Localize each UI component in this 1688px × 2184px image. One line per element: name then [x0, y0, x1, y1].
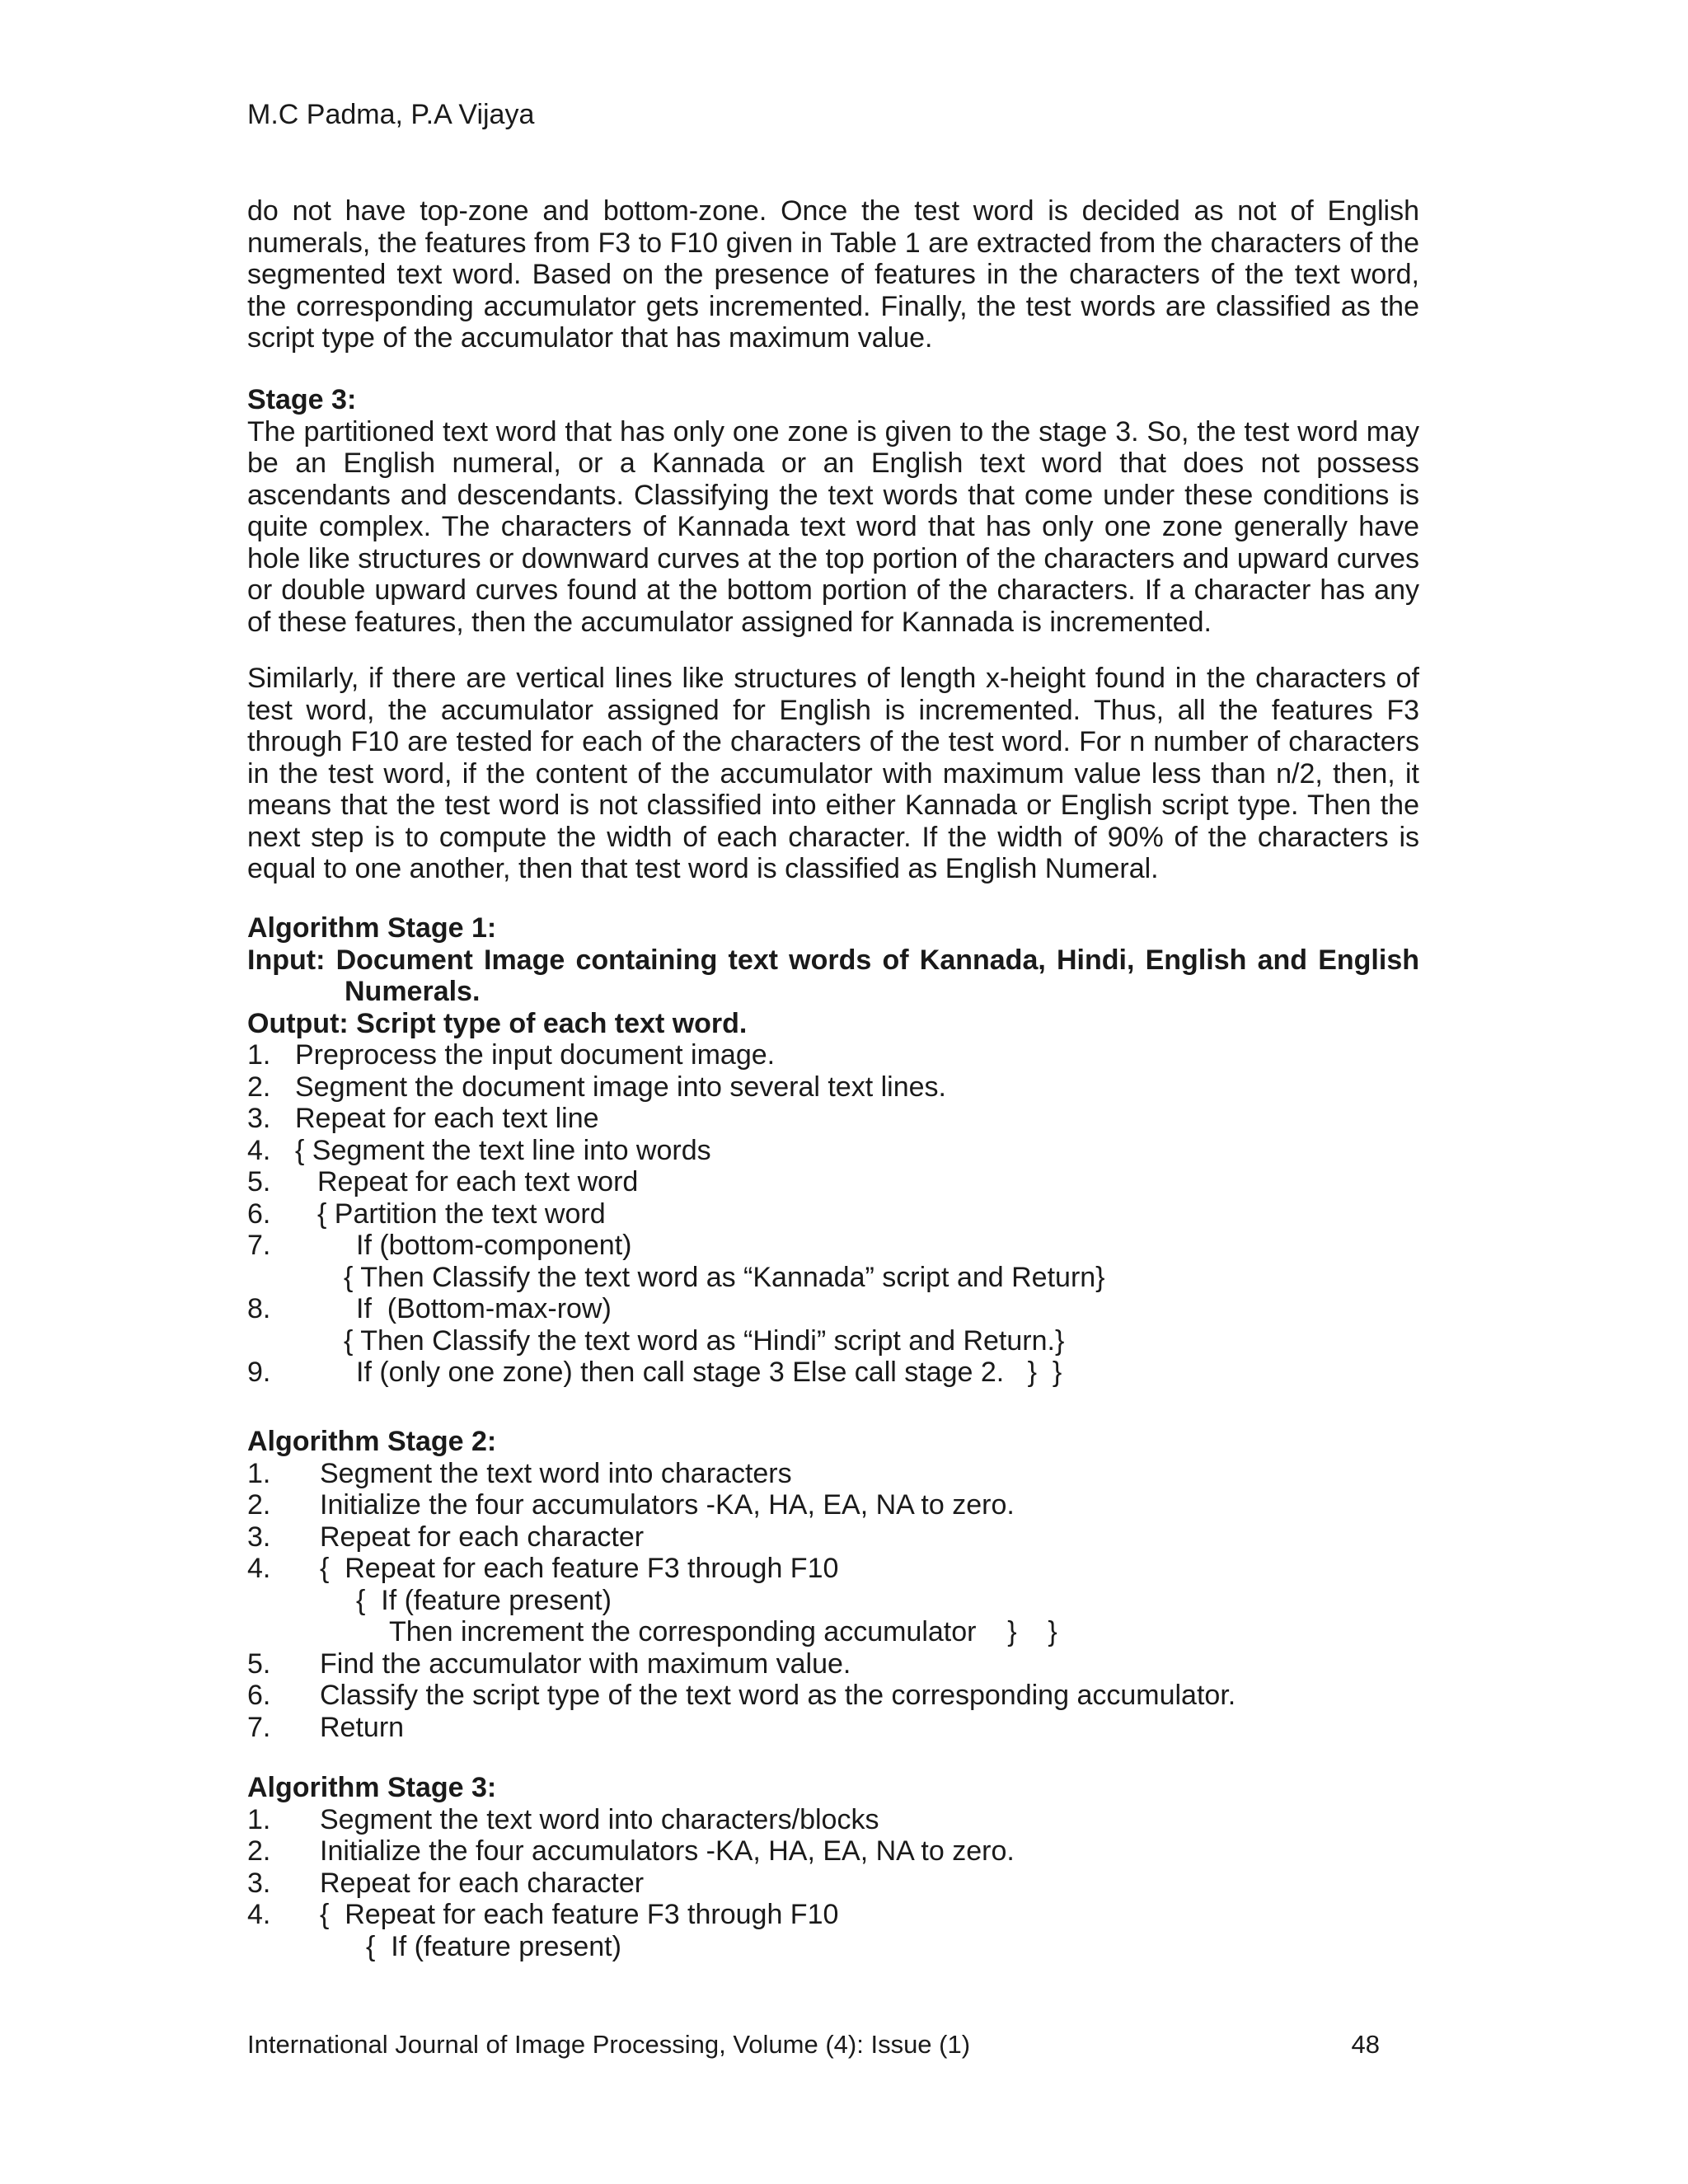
step-number: 4.: [247, 1899, 271, 1930]
algorithm-stage-3: [247, 1772, 1419, 1962]
step-number: 3.: [247, 1867, 271, 1899]
list-item: [247, 1616, 1419, 1648]
step-text: { If (feature present): [356, 1584, 612, 1616]
list-item: [247, 1899, 1419, 1931]
step-number: 4.: [247, 1134, 271, 1166]
step-number: 2.: [247, 1835, 271, 1867]
list-item: [247, 1585, 1419, 1617]
algorithm-stage-2-heading: Algorithm Stage 2:: [247, 1426, 497, 1457]
step-text: { If (feature present): [366, 1930, 621, 1962]
step-number: 7.: [247, 1711, 271, 1743]
step-text: Preprocess the input document image.: [295, 1039, 776, 1071]
step-number: 9.: [247, 1357, 271, 1388]
step-text: Segment the text word into characters: [320, 1457, 792, 1489]
step-number: 4.: [247, 1553, 271, 1584]
journal-citation: International Journal of Image Processing, Volume (4): Issue (1): [247, 2030, 971, 2059]
step-number: 2.: [247, 1489, 271, 1521]
step-text: Classify the script type of the text word as the corresponding accumulator.: [320, 1680, 1236, 1711]
step-text: Segment the text word into characters/blocks: [320, 1803, 879, 1835]
list-item: [247, 1931, 1419, 1963]
algorithm-stage-1: [247, 912, 1419, 1389]
stage-3-section: [247, 384, 1419, 638]
list-item: [247, 1804, 1419, 1836]
list-item: [247, 1868, 1419, 1900]
algorithm-input-continued: Numerals.: [345, 976, 481, 1007]
list-item: [247, 1521, 1419, 1554]
list-item: [247, 1648, 1419, 1680]
step-text: { Then Classify the text word as “Hindi” script and Return.}: [344, 1324, 1065, 1357]
step-text: Repeat for each character: [320, 1521, 645, 1553]
list-item: [247, 1712, 1419, 1744]
authors: M.C Padma, P.A Vijaya: [247, 99, 535, 130]
running-header: [247, 99, 534, 131]
step-text: Return: [320, 1711, 405, 1743]
list-item: [247, 1325, 1419, 1357]
list-item: [247, 1835, 1419, 1868]
step-text: { Segment the text line into words: [295, 1134, 711, 1166]
algo1-steps: [247, 1039, 1419, 1389]
step-number: 2.: [247, 1071, 271, 1103]
step-text: { Repeat for each feature F3 through F10: [320, 1553, 839, 1584]
step-number: 3.: [247, 1521, 271, 1553]
step-text: Segment the document image into several text lines.: [295, 1071, 946, 1103]
list-item: [247, 1489, 1419, 1521]
list-item: [247, 1553, 1419, 1585]
algo3-steps: [247, 1804, 1419, 1963]
list-item: [247, 1357, 1419, 1389]
step-text: { Partition the text word: [317, 1197, 606, 1230]
step-number: 7.: [247, 1230, 271, 1261]
step-number: 1.: [247, 1803, 271, 1835]
step-text: Repeat for each text line: [295, 1103, 599, 1134]
step-text: Then increment the corresponding accumulator } }: [389, 1616, 1057, 1647]
stage-3-heading: Stage 3:: [247, 384, 357, 415]
list-item: [247, 1293, 1419, 1325]
step-text: { Repeat for each feature F3 through F10: [320, 1899, 839, 1930]
step-number: 1.: [247, 1457, 271, 1489]
step-number: 6.: [247, 1680, 271, 1711]
step-text: If (Bottom-max-row): [356, 1293, 612, 1324]
list-item: [247, 1039, 1419, 1071]
list-item: [247, 1103, 1419, 1135]
step-text: If (bottom-component): [356, 1230, 632, 1261]
step-text: Initialize the four accumulators -KA, HA, EA, NA to zero.: [320, 1489, 1015, 1521]
algorithm-stage-3-heading: Algorithm Stage 3:: [247, 1772, 497, 1803]
list-item: [247, 1458, 1419, 1490]
list-item: [247, 1230, 1419, 1262]
step-number: 5.: [247, 1647, 271, 1680]
algorithm-stage-2: [247, 1426, 1419, 1743]
algorithm-stage-1-heading: Algorithm Stage 1:: [247, 912, 497, 944]
step-text: Initialize the four accumulators -KA, HA, EA, NA to zero.: [320, 1835, 1015, 1867]
step-number: 6.: [247, 1197, 271, 1230]
step-number: 5.: [247, 1166, 271, 1197]
page-number: 48: [1351, 2030, 1380, 2059]
algorithm-input: Input: Document Image containing text words of Kannada, Hindi, English and English: [247, 944, 1419, 976]
step-text: Find the accumulator with maximum value.: [320, 1647, 851, 1680]
algo2-steps: [247, 1458, 1419, 1744]
stage-3-paragraph: The partitioned text word that has only one zone is given to the stage 3. So, the test word may be an English numeral, or a Kannada or an English text word that does not possess ascendants and descendants. Classifying the text words that come under these conditions is quite complex. The characters of Kannada text word that has only one zone generally have hole like structures or downward curves at the top portion of the characters and upward curves or double upward curves found at the bottom portion of the characters. If a character has any of these features, then the accumulator assigned for Kannada is incremented.: [247, 415, 1419, 638]
algorithm-output: Output: Script type of each text word.: [247, 1007, 748, 1039]
list-item: [247, 1166, 1419, 1198]
step-number: 1.: [247, 1039, 271, 1071]
step-text: Repeat for each character: [320, 1867, 645, 1899]
step-number: 3.: [247, 1103, 271, 1134]
list-item: [247, 1071, 1419, 1104]
paragraph-3: Similarly, if there are vertical lines like structures of length x-height found in the characters of test word, the accumulator assigned for English is incremented. Thus, all the features F3 through F10 are tested for each of the characters of the test word. For n number of characters in the test word, if the content of the accumulator with maximum value less than n/2, then, it means that the test word is not classified into either Kannada or English script type. Then the next step is to compute the width of each character. If the width of 90% of the characters is equal to one another, then that test word is classified as English Numeral.: [247, 663, 1419, 884]
list-item: [247, 1680, 1419, 1712]
step-number: 8.: [247, 1293, 271, 1324]
paragraph-1: do not have top-zone and bottom-zone. Once the test word is decided as not of English numerals, the features from F3 to F10 given in Table 1 are extracted from the characters of the segmented text word. Based on the presence of features in the characters of the text word, the corresponding accumulator gets incremented. Finally, the test words are classified as the script type of the accumulator that has maximum value.: [247, 195, 1419, 354]
step-text: { Then Classify the text word as “Kannada” script and Return}: [344, 1261, 1105, 1293]
list-item: [247, 1198, 1419, 1230]
step-text: If (only one zone) then call stage 3 Else call stage 2. } }: [356, 1357, 1062, 1388]
step-text: Repeat for each text word: [317, 1166, 639, 1197]
list-item: [247, 1135, 1419, 1167]
list-item: [247, 1262, 1419, 1294]
